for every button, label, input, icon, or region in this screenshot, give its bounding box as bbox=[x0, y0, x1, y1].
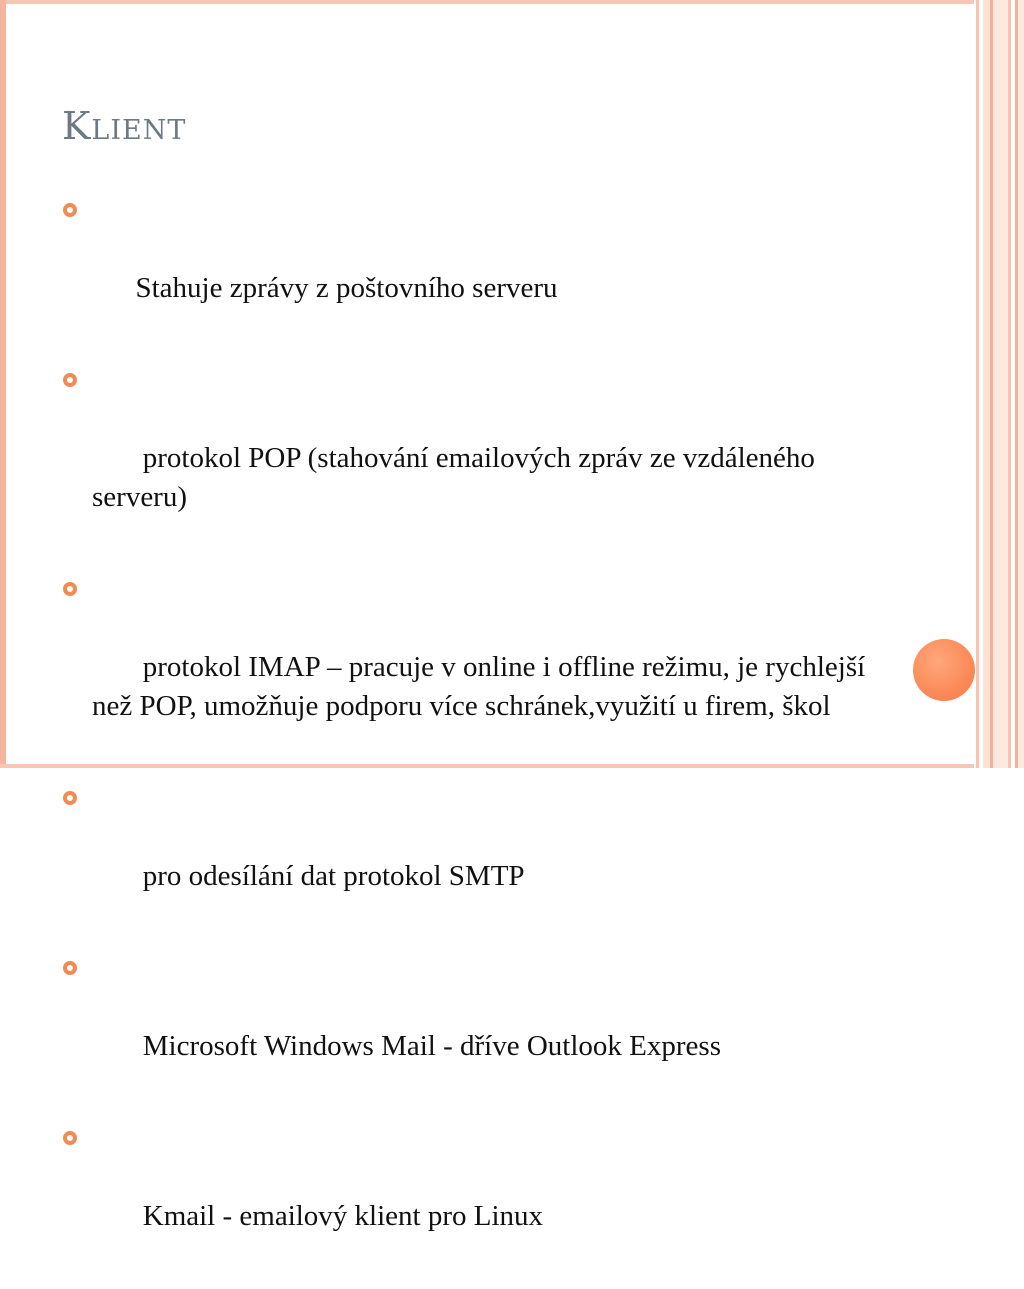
bullet-text: Stahuje zprávy z poštovního serveru bbox=[135, 272, 558, 304]
ring-bullet-icon bbox=[63, 373, 77, 387]
bullet-item bbox=[62, 191, 902, 347]
right-decorative-band bbox=[974, 0, 1024, 768]
bullet-text: Microsoft Windows Mail - dříve Outlook Express bbox=[135, 1030, 721, 1062]
bullet-item bbox=[62, 570, 902, 765]
ring-bullet-icon bbox=[63, 582, 77, 596]
bullet-item bbox=[62, 361, 902, 556]
ring-bullet-icon bbox=[63, 961, 77, 975]
orange-circle-icon bbox=[913, 639, 975, 701]
frame-top-line bbox=[0, 0, 1024, 4]
frame-left-line bbox=[0, 0, 6, 768]
bullet-text: Kmail - emailový klient pro Linux bbox=[135, 1200, 544, 1232]
slide-title: Klient bbox=[62, 104, 187, 148]
bullet-list bbox=[62, 191, 902, 1289]
bullet-text: protokol IMAP – pracuje v online i offline režimu, je rychlejší než POP, umožňuje podporu více schránek,využití u firem, škol bbox=[92, 651, 873, 722]
ring-bullet-icon bbox=[63, 1131, 77, 1145]
bullet-item bbox=[62, 779, 902, 935]
bullet-item bbox=[62, 1119, 902, 1275]
bullet-text: protokol POP (stahování emailových zpráv ze vzdáleného serveru) bbox=[92, 442, 823, 513]
bullet-item bbox=[62, 949, 902, 1105]
ring-bullet-icon bbox=[63, 791, 77, 805]
bullet-text: pro odesílání dat protokol SMTP bbox=[135, 860, 525, 892]
ring-bullet-icon bbox=[63, 203, 77, 217]
